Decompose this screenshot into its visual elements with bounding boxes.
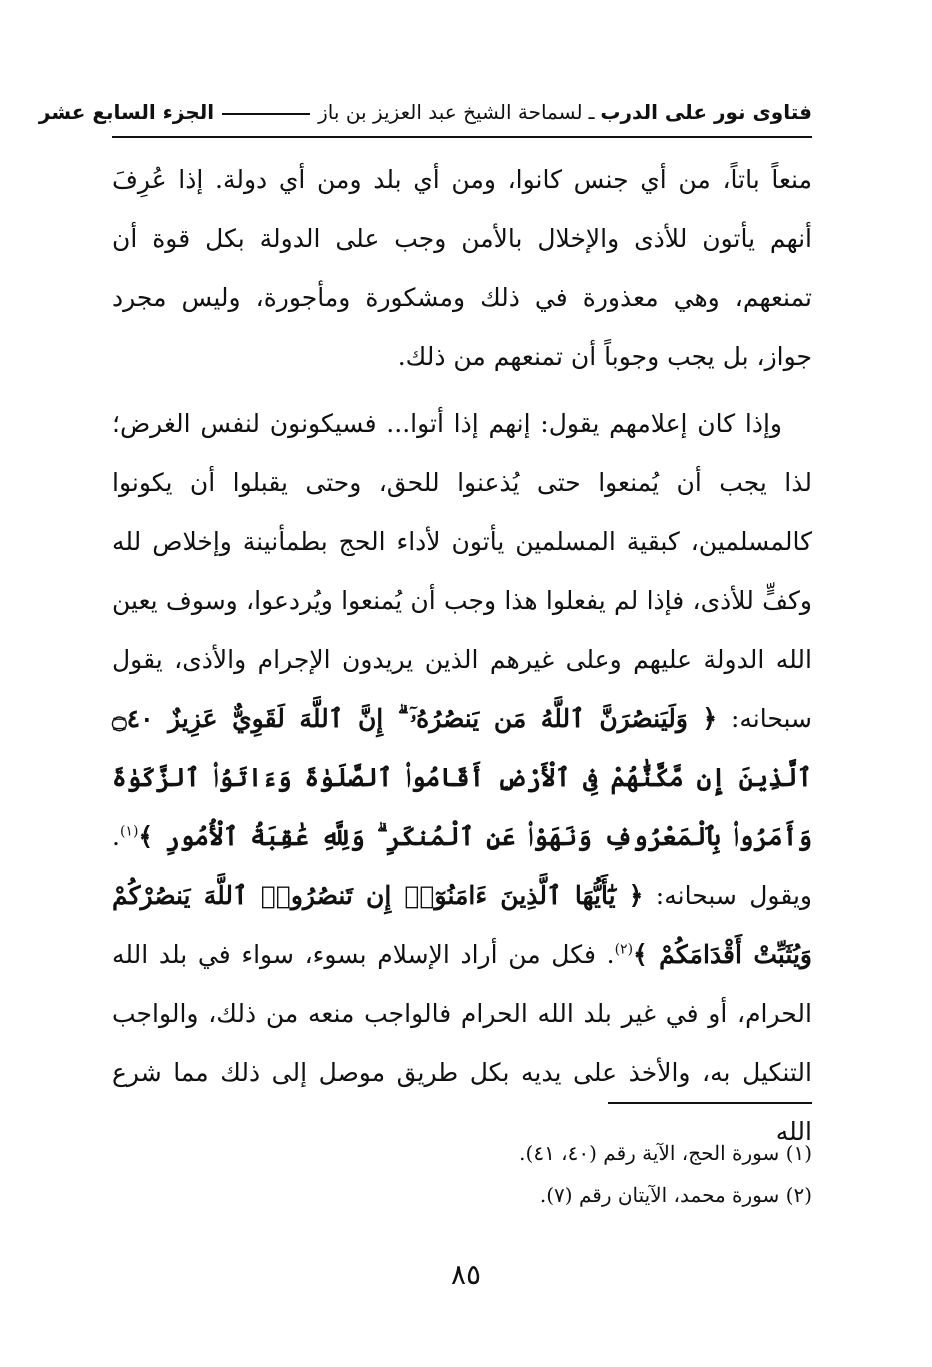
footnote-1: (١) سورة الحج، الآية رقم (٤٠، ٤١).: [519, 1141, 812, 1165]
paragraph-2-intro: وإذا كان إعلامهم يقول: إنهم إذا أتوا... فسيكونون لنفس الغرض؛ لذا يجب أن يُمنعوا حتى يُذعنوا للحق، وحتى يقبلوا أن يكونوا كالمسلمين، كبقية المسلمين يأتون لأداء الحج بطمأنينة وإخلاص لله وكفٍّ للأذى، فإذا لم يفعلوا هذا وجب أن يُمنعوا ويُردعوا، وسوف يعين الله الدولة عليهم وعلى غيرهم الذين يريدون الإجرام والأذى، يقول سبحانه:: [112, 409, 812, 733]
header-dash: ـ: [588, 100, 595, 124]
paragraph-1: منعاً باتاً، من أي جنس كانوا، ومن أي بلد ومن أي دولة. إذا عُرِفَ أنهم يأتون للأذى والإخلال بالأمن وجب على الدولة بكل قوة أن تمنعهم، وهي معذورة في ذلك ومشكورة ومأجورة، وليس مجرد جواز، بل يجب وجوباً أن تمنعهم من ذلك.: [112, 165, 812, 371]
footnote-ref-2: (٢): [614, 941, 634, 958]
paragraph-2: [112, 394, 812, 1161]
header-divider: [112, 136, 812, 138]
footnote-2: (٢) سورة محمد، الآيتان رقم (٧).: [539, 1183, 812, 1207]
volume-label: الجزء السابع عشر: [38, 100, 215, 124]
footnote-ref-1: (١): [119, 823, 139, 840]
main-text: [112, 150, 812, 1161]
quran-verse-1: ﴿ وَلَيَنصُرَنَّ ٱللَّهُ مَن يَنصُرُهُۥٓ ۗ إِنَّ ٱللَّهَ لَقَوِيٌّ عَزِيزٌ ۝٤٠ ٱلَّذِينَ إِن مَّكَّنَّٰهُمْ فِى ٱلْأَرْضِ أَقَامُوا۟ ٱلصَّلَوٰةَ وَءَاتَوُا۟ ٱلزَّكَوٰةَ وَأَمَرُوا۟ بِٱلْمَعْرُوفِ وَنَهَوْا۟ عَنِ ٱلْمُنكَرِ ۗ وَلِلَّهِ عَٰقِبَةُ ٱلْأُمُورِ ﴾: [112, 704, 812, 851]
header-rule: [222, 113, 310, 115]
running-header: [38, 92, 812, 132]
page-number: ٨٥: [450, 1258, 482, 1291]
footnotes: [112, 1132, 812, 1216]
paragraph-2-end: . فكل من أراد الإسلام بسوء، سواء في بلد الله الحرام، أو في غير بلد الله الحرام فالواجب منعه من ذلك، والواجب التنكيل به، والأخذ على يديه بكل طريق موصل إلى ذلك مما شرع الله: [112, 940, 812, 1146]
author-name: لسماحة الشيخ عبد العزيز بن باز: [318, 100, 583, 124]
paragraph-2-mid: . ويقول سبحانه:: [112, 822, 813, 910]
book-title: فتاوى نور على الدرب: [600, 100, 812, 124]
quran-verse-2: ﴿ يَٰٓأَيُّهَا ٱلَّذِينَ ءَامَنُوٓا۟ إِن تَنصُرُوا۟ ٱللَّهَ يَنصُرْكُمْ وَيُثَبِّتْ أَقْدَامَكُمْ ﴾: [112, 881, 812, 969]
footnote-divider: [608, 1102, 812, 1104]
